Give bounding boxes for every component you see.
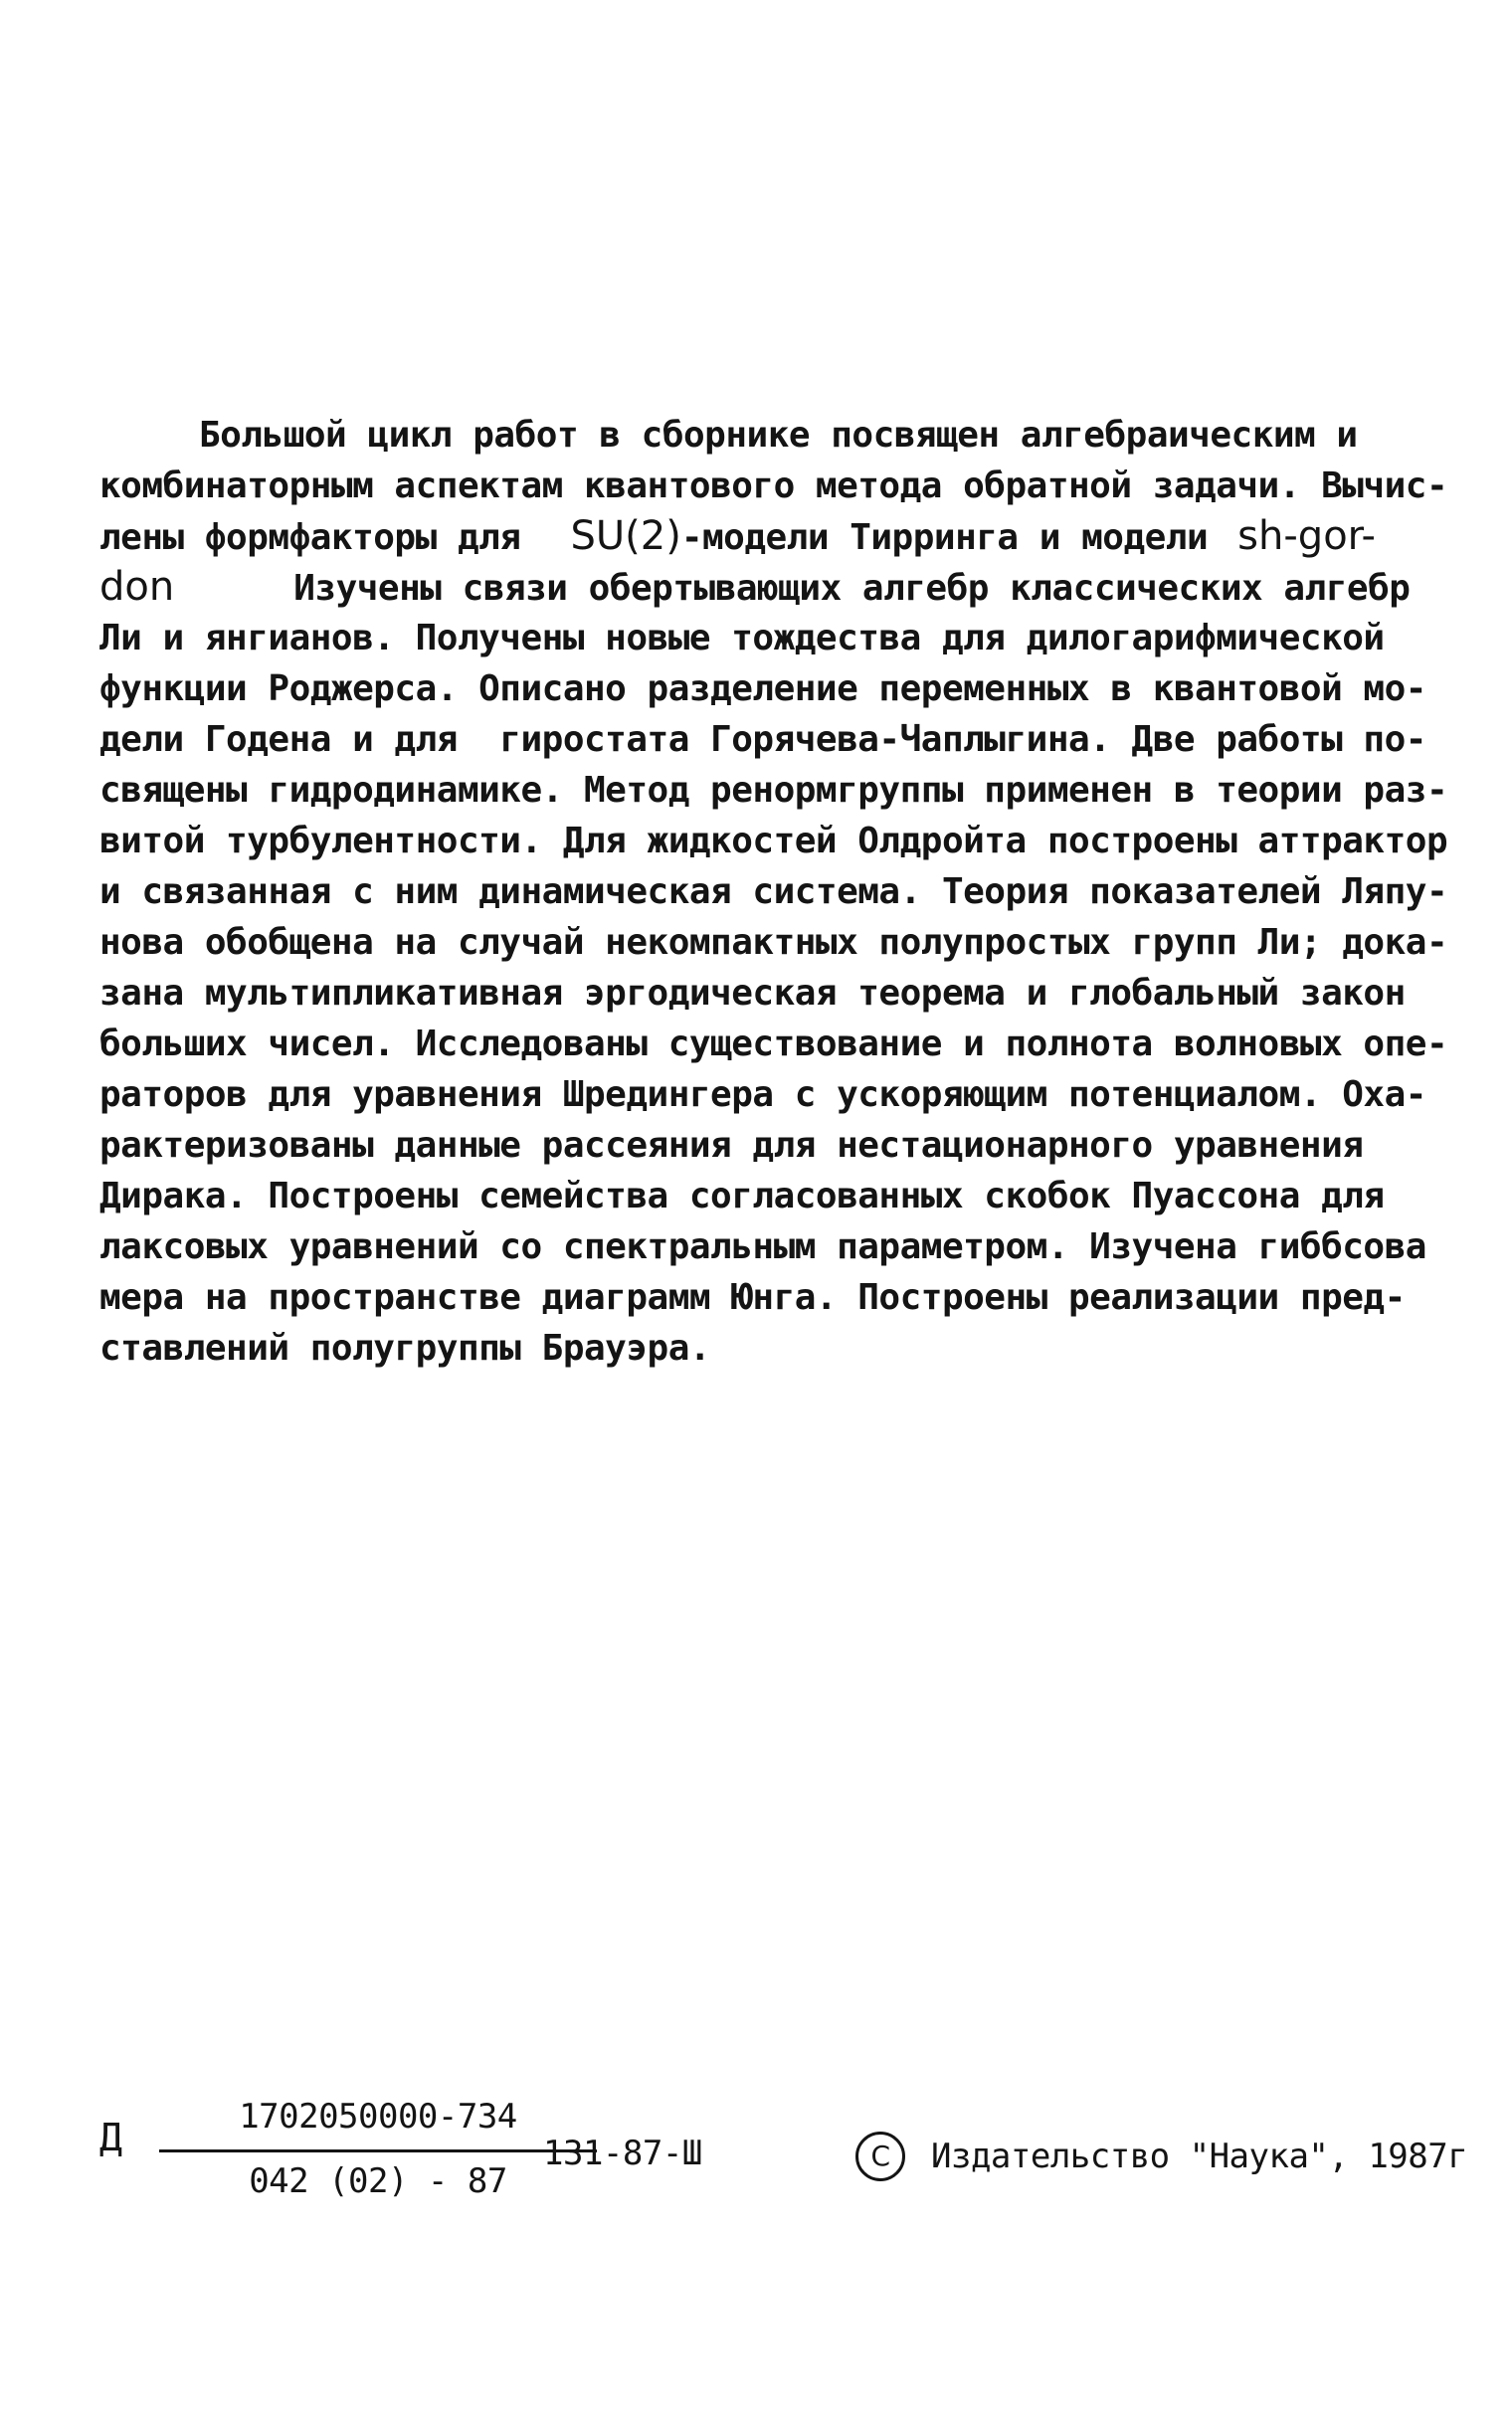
handwritten-don: don	[99, 564, 175, 610]
catalog-denominator: 042 (02) - 87	[249, 2161, 507, 2201]
catalog-fraction	[159, 2094, 597, 2204]
abstract-line: ставлений полугруппы Брауэра.	[99, 1328, 711, 1369]
abstract-line: священы гидродинамике. Метод ренормгруппы применен в теории раз-	[99, 770, 1448, 811]
handwritten-su2: SU(2)	[570, 513, 681, 559]
publisher-text: Издательство "Наука", 1987г	[931, 2137, 1468, 2176]
abstract-line: лены формфакторы для SU(2)-модели Тирринга и модели sh-gor-	[99, 513, 1376, 559]
abstract-line: зана мультипликативная эргодическая теорема и глобальный закон	[99, 973, 1406, 1014]
abstract-line: нова обобщена на случай некомпактных полупростых групп Ли; дока-	[99, 922, 1448, 963]
handwritten-sh-gordon: sh-gor-	[1237, 513, 1376, 559]
abstract-line: больших чисел. Исследованы существование и полнота волновых опе-	[99, 1024, 1448, 1064]
abstract-line: Большой цикл работ в сборнике посвящен алгебраическим и	[199, 415, 1358, 456]
catalog-code: 131-87-Ш	[543, 2134, 702, 2173]
abstract-line: функции Роджерса. Описано разделение переменных в квантовой мо-	[99, 668, 1426, 709]
catalog-numerator: 1702050000-734	[239, 2097, 517, 2137]
abstract-line: Ли и янгианов. Получены новые тождества для дилогарифмической	[99, 618, 1385, 658]
abstract-line: рактеризованы данные рассеяния для нестационарного уравнения	[99, 1125, 1364, 1166]
abstract-line: и связанная с ним динамическая система. Теория показателей Ляпу-	[99, 871, 1448, 912]
abstract-line: дели Годена и для гиростата Горячева-Чаплыгина. Две работы по-	[99, 719, 1426, 760]
abstract-line: витой турбулентности. Для жидкостей Олдройта построены аттрактор	[99, 821, 1448, 861]
abstract-line: мера на пространстве диаграмм Юнга. Построены реализации пред-	[99, 1277, 1406, 1318]
catalog-letter: Д	[99, 2116, 122, 2159]
abstract-line: раторов для уравнения Шредингера с ускоряющим потенциалом. Оха-	[99, 1074, 1426, 1115]
abstract-line: Дирака. Построены семейства согласованных скобок Пуассона для	[99, 1176, 1385, 1216]
abstract-line: don Изучены связи обертывающих алгебр классических алгебр	[99, 564, 1411, 610]
abstract-text	[99, 410, 1448, 1374]
abstract-line: комбинаторным аспектам квантового метода обратной задачи. Вычис-	[99, 466, 1448, 506]
fraction-bar	[159, 2149, 597, 2152]
copyright-line	[855, 2132, 1467, 2181]
copyright-icon: C	[855, 2132, 905, 2181]
abstract-line: лаксовых уравнений со спектральным параметром. Изучена гиббсова	[99, 1226, 1426, 1267]
imprint-block	[99, 2094, 1492, 2213]
